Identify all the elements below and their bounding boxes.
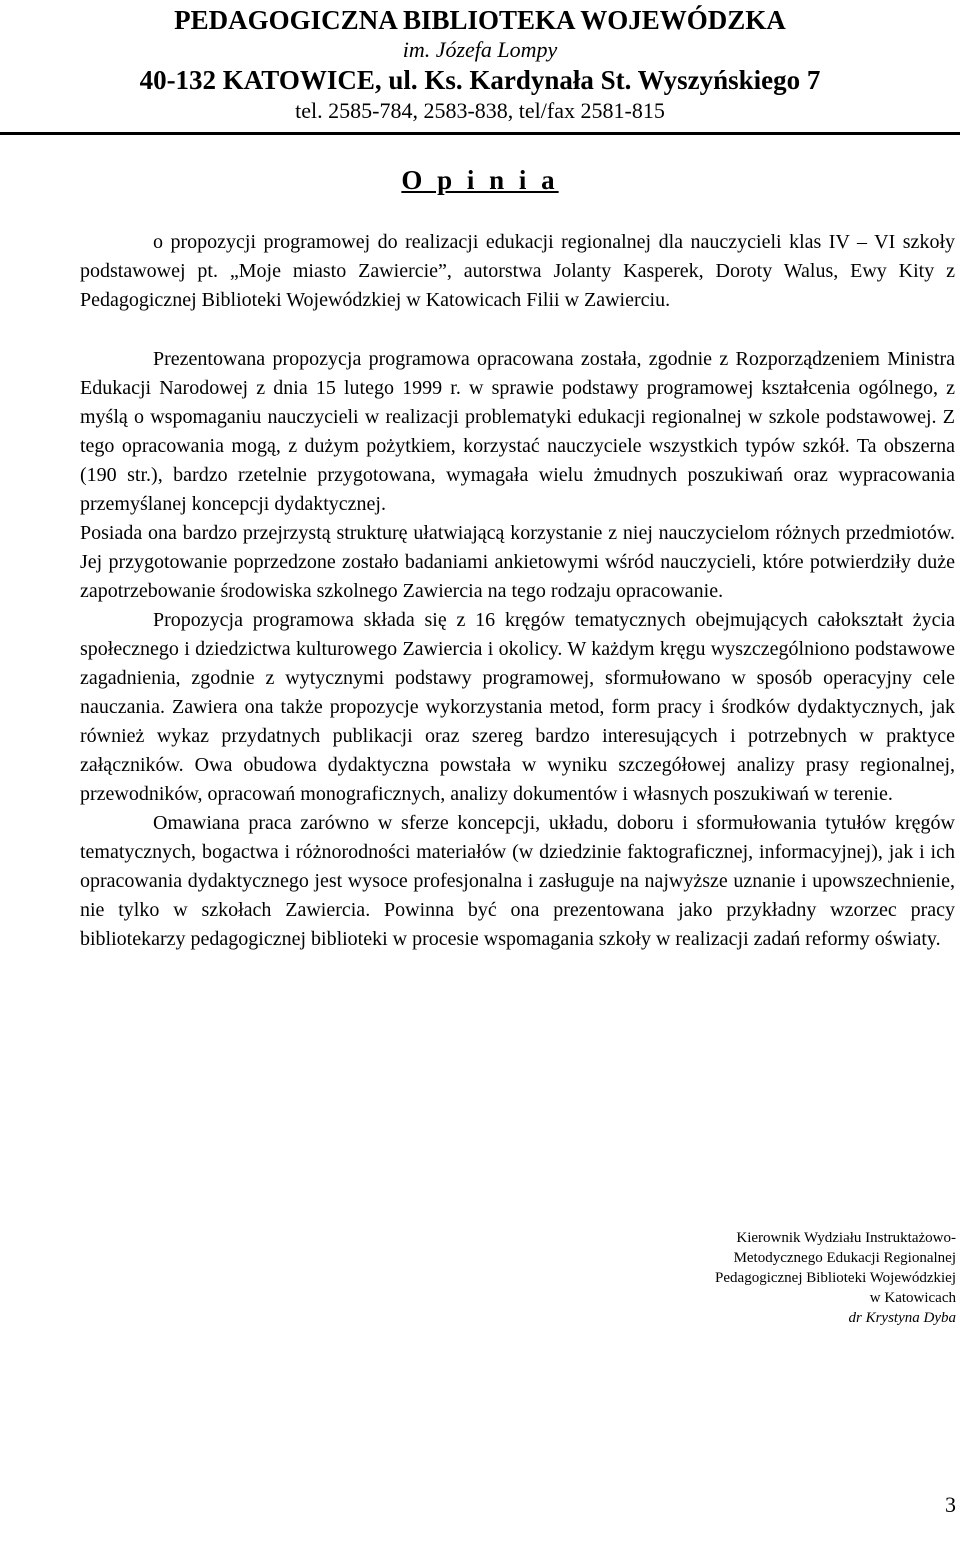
signature-block	[715, 1228, 956, 1328]
header-divider	[0, 132, 960, 135]
letterhead	[0, 0, 960, 126]
signature-name: dr Krystyna Dyba	[848, 1310, 956, 1326]
institution-patron: im. Józefa Lompy	[402, 37, 558, 62]
signature-line-1: Kierownik Wydziału Instruktażowo-	[736, 1230, 956, 1246]
document-title: O p i n i a	[401, 165, 559, 195]
signature-line-3: Pedagogicznej Biblioteki Wojewódzkiej	[715, 1270, 956, 1286]
signature-line-4: w Katowicach	[869, 1290, 956, 1306]
institution-address: 40-132 KATOWICE, ul. Ks. Kardynała St. Wyszyńskiego 7	[139, 65, 821, 95]
intro-paragraph: o propozycji programowej do realizacji edukacji regionalnej dla nauczycieli klas IV – VI szkoły podstawowej pt. „Moje miasto Zawiercie”, autorstwa Jolanty Kasperek, Doroty Walus, Ewy Kity z Pedagogicznej Biblioteki Wojewódzkiej w Katowicach Filii w Zawierciu.	[80, 231, 955, 311]
document-body	[80, 228, 955, 954]
paragraph-4: Omawiana praca zarówno w sferze koncepcji, układu, doboru i sformułowania tytułów kręgów tematycznych, bogactwa i różnorodności materiałów (w dziedzinie faktograficznej, informacyjnej), jak i ich opracowania dydaktycznego jest wysoce profesjonalna i zasługuje na najwyższe uznanie i upowszechnienie, nie tylko w szkołach Zawiercia. Powinna być ona prezentowana jako przykładny wzorzec pracy bibliotekarzy pedagogicznej biblioteki w procesie wspomagania szkoły w realizacji zadań reformy oświaty.	[80, 812, 955, 950]
paragraph-2: Posiada ona bardzo przejrzystą strukturę ułatwiającą korzystanie z niej nauczycielom różnych przedmiotów. Jej przygotowanie poprzedzone zostało badaniami ankietowymi wśród nauczycieli, które potwierdziły duże zapotrzebowanie środowiska szkolnego Zawiercia na tego rodzaju opracowanie.	[80, 522, 955, 602]
institution-phone: tel. 2585-784, 2583-838, tel/fax 2581-815	[295, 98, 665, 123]
institution-name: PEDAGOGICZNA BIBLIOTEKA WOJEWÓDZKA	[174, 5, 786, 35]
page-number: 3	[945, 1492, 956, 1517]
paragraph-3: Propozycja programowa składa się z 16 kręgów tematycznych obejmujących całokształt życia społecznego i dziedzictwa kulturowego Zawiercia i okolicy. W każdym kręgu wyszczególniono podstawowe zagadnienia, zgodnie z wytycznymi podstawy programowej, sformułowano w sposób operacyjny cele nauczania. Zawiera ona także propozycje wykorzystania metod, form pracy i środków dydaktycznych, jak również wykaz przydatnych publikacji oraz szereg bardzo interesujących i potrzebnych w praktyce załączników. Owa obudowa dydaktyczna powstała w wyniku szczegółowej analizy prasy regionalnej, przewodników, opracowań monograficznych, analizy dokumentów i własnych poszukiwań w terenie.	[80, 609, 955, 805]
paragraph-1: Prezentowana propozycja programowa opracowana została, zgodnie z Rozporządzeniem Ministra Edukacji Narodowej z dnia 15 lutego 1999 r. w sprawie podstawy programowej kształcenia ogólnego, z myślą o wspomaganiu nauczycieli w realizacji problematyki edukacji regionalnej w szkole podstawowej. Z tego opracowania mogą, z dużym pożytkiem, korzystać nauczyciele wszystkich typów szkół. Ta obszerna (190 str.), bardzo rzetelnie przygotowana, wymagała wielu żmudnych poszukiwań oraz wypracowania przemyślanej koncepcji dydaktycznej.	[80, 348, 955, 515]
signature-line-2: Metodycznego Edukacji Regionalnej	[733, 1250, 956, 1266]
